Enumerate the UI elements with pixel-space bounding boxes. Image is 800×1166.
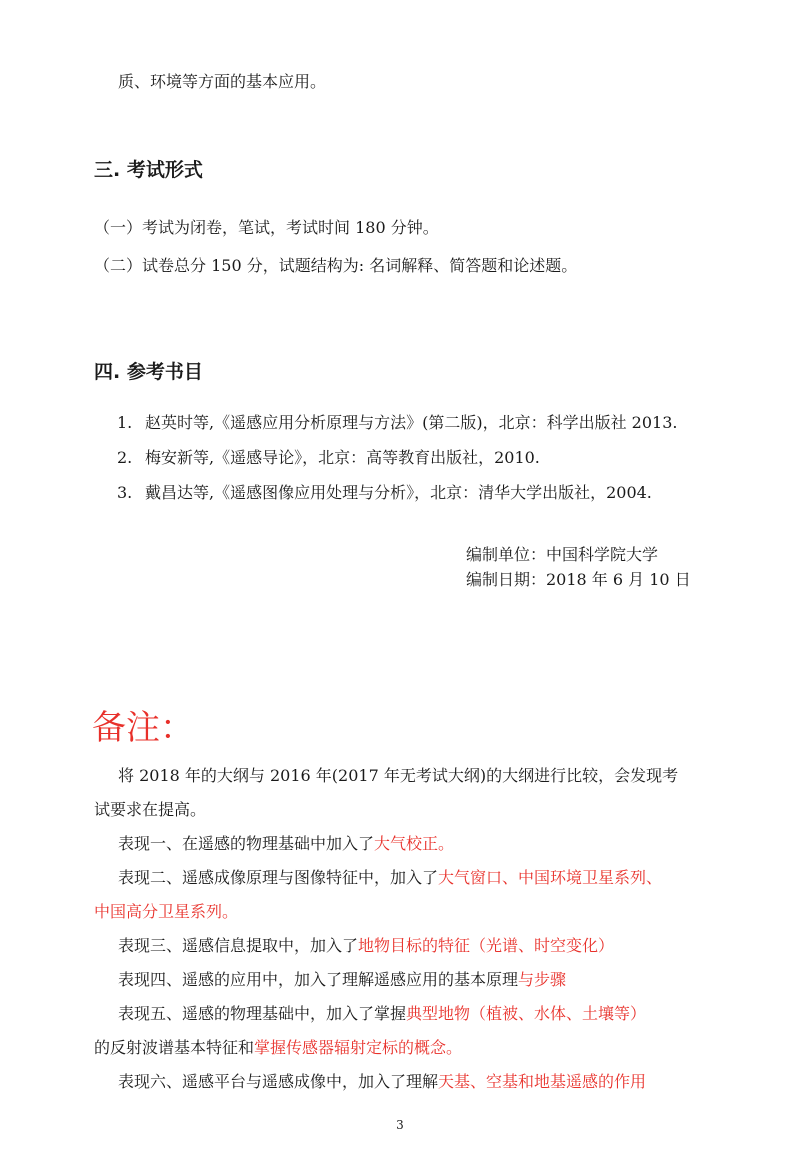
- notes-title: 备注：: [92, 708, 194, 748]
- note-highlight: 大气窗口、中国环境卫星系列、: [438, 868, 663, 887]
- note-highlight: 典型地物（植被、水体、土壤等）: [406, 1004, 647, 1023]
- note-text: 表现六、遥感平台与遥感成像中，加入了理解: [118, 1072, 439, 1091]
- compiler-date: 编制日期：2018 年 6 月 10 日: [466, 570, 691, 589]
- note-highlight: 大气校正。: [374, 834, 455, 853]
- section3-heading: 三. 考试形式: [94, 159, 203, 181]
- page-number: 3: [396, 1118, 404, 1132]
- ref-number: 2.: [117, 448, 133, 467]
- note-text: 表现三、遥感信息提取中，加入了: [118, 936, 359, 955]
- note-point-3: [118, 936, 614, 956]
- exam-item-2: （二）试卷总分 150 分，试题结构为: 名词解释、简答题和论述题。: [94, 256, 578, 275]
- note-highlight: 掌握传感器辐射定标的概念。: [254, 1038, 463, 1057]
- note-highlight: 地物目标的特征（光谱、时空变化）: [358, 936, 615, 955]
- exam-item-1: （一）考试为闭卷，笔试，考试时间 180 分钟。: [94, 218, 439, 237]
- ref-text: 赵英时等,《遥感应用分析原理与方法》(第二版)，北京：科学出版社 2013.: [145, 413, 678, 432]
- notes-intro-line-2: 试要求在提高。: [94, 800, 207, 819]
- note-text: 的反射波谱基本特征和: [94, 1038, 255, 1057]
- ref-text: 梅安新等,《遥感导论》，北京：高等教育出版社，2010.: [145, 448, 540, 467]
- note-point-5-continued: [94, 1038, 462, 1058]
- notes-intro-line-1: 将 2018 年的大纲与 2016 年(2017 年无考试大纲)的大纲进行比较，会发现考: [118, 766, 679, 785]
- note-highlight: 与步骤: [518, 970, 567, 989]
- section4-heading: 四. 参考书目: [94, 361, 203, 383]
- note-point-1: [118, 834, 454, 854]
- ref-number: 1.: [117, 413, 133, 432]
- note-text: 表现五、遥感的物理基础中，加入了掌握: [118, 1004, 407, 1023]
- intro-tail-text: 质、环境等方面的基本应用。: [118, 72, 327, 91]
- ref-item-2: [117, 448, 540, 468]
- note-text: 表现四、遥感的应用中，加入了理解遥感应用的基本原理: [118, 970, 519, 989]
- note-point-2-continued: 中国高分卫星系列。: [94, 902, 239, 921]
- note-point-6: [118, 1072, 646, 1092]
- compiler-unit: 编制单位：中国科学院大学: [466, 545, 659, 564]
- note-point-5: [118, 1004, 646, 1024]
- ref-number: 3.: [117, 483, 133, 502]
- note-text: 表现一、在遥感的物理基础中加入了: [118, 834, 375, 853]
- ref-text: 戴昌达等,《遥感图像应用处理与分析》，北京：清华大学出版社，2004.: [145, 483, 652, 502]
- note-point-4: [118, 970, 566, 990]
- note-text: 表现二、遥感成像原理与图像特征中，加入了: [118, 868, 439, 887]
- note-point-2: [118, 868, 662, 888]
- ref-item-3: [117, 483, 652, 503]
- note-highlight: 天基、空基和地基遥感的作用: [438, 1072, 647, 1091]
- ref-item-1: [117, 413, 677, 433]
